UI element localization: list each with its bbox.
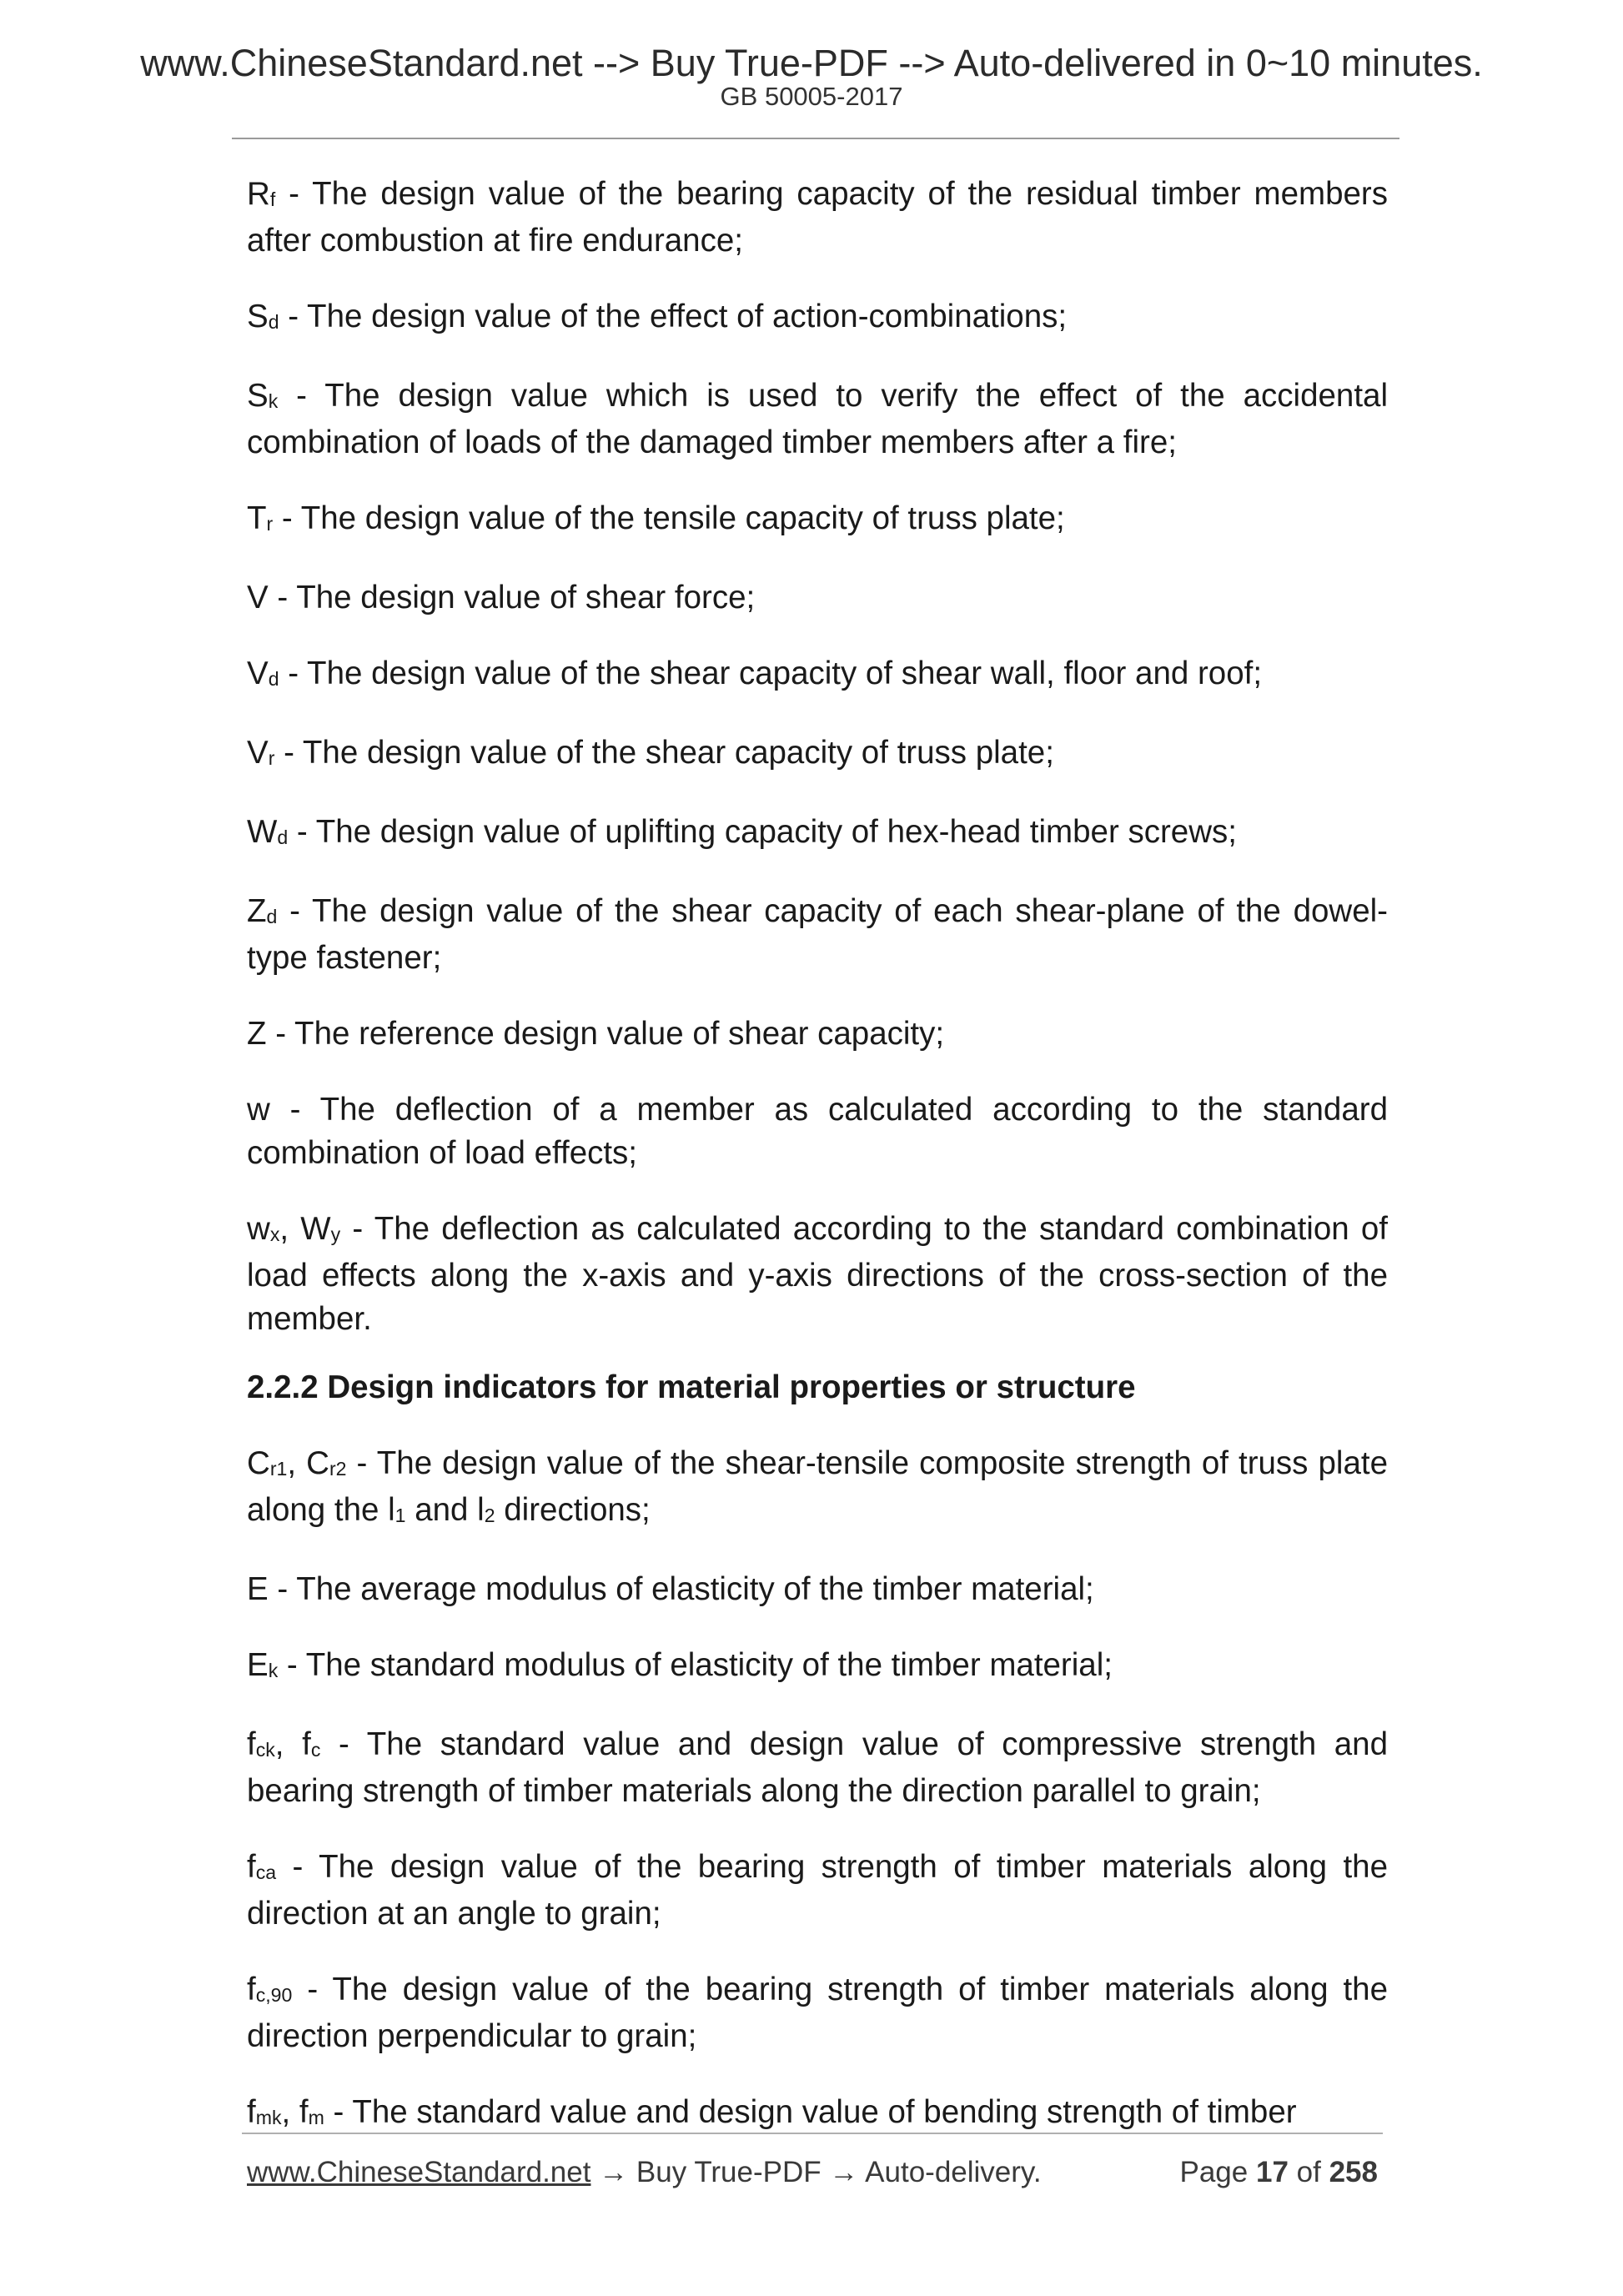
symbol: T (247, 500, 267, 536)
definition-sd (247, 295, 1388, 342)
symbol: w (247, 1211, 270, 1247)
symbol-subscript: k (268, 1660, 279, 1682)
definition-rf (247, 173, 1388, 263)
definition-sk (247, 374, 1388, 465)
definition-text: - The deflection as calculated according to the standard combination of load effects along the x-axis and y-axis directions of the cross-section of the member. (247, 1211, 1388, 1337)
symbol-subscript: f (269, 188, 276, 211)
symbol: f (247, 1726, 256, 1762)
page-number: 17 (1255, 2156, 1289, 2188)
page-total: 258 (1329, 2156, 1378, 2188)
header-banner: www.ChineseStandard.net --> Buy True-PDF --> Auto-delivered in 0~10 minutes. (140, 42, 1483, 84)
symbol: V (247, 656, 269, 691)
definition-text: - The design value of shear force; (268, 580, 756, 615)
page-indicator (1180, 2154, 1379, 2191)
symbol: V (247, 735, 269, 771)
of-label: of (1296, 2156, 1321, 2188)
definition-text: - The deflection of a member as calculated according to the standard combination of load effects; (247, 1092, 1388, 1171)
section-heading: 2.2.2 Design indicators for material properties or structure (247, 1369, 1136, 1405)
symbol-subscript: k (268, 390, 279, 413)
symbol-subscript-2: r2 (329, 1458, 347, 1480)
definition-text: - The standard value and design value of bending strength of timber (324, 2094, 1297, 2130)
direction-subscript-1: 1 (394, 1505, 406, 1527)
definition-text: - The design value of uplifting capacity of hex-head timber screws; (288, 814, 1237, 850)
definition-ek (247, 1644, 1388, 1691)
definition-fc90 (247, 1968, 1388, 2058)
definition-text: - The design value of the shear-tensile composite strength of truss plate along the l (247, 1445, 1388, 1528)
symbol: f (247, 1972, 256, 2007)
definition-text: - The design value of the shear capacity of truss plate; (274, 735, 1054, 771)
definition-wx-wy (247, 1208, 1388, 1341)
definition-text-end: directions; (495, 1492, 651, 1528)
page-footer (247, 2154, 1378, 2191)
symbol-separator: , C (287, 1445, 329, 1481)
symbol-subscript: c,90 (255, 1984, 293, 2007)
definition-text: - The design value of the tensile capacity of truss plate; (273, 500, 1065, 536)
definition-vr (247, 731, 1388, 778)
symbol-subscript-2: c (310, 1739, 321, 1761)
definition-wd (247, 811, 1388, 857)
definition-w (247, 1088, 1388, 1175)
symbol-subscript-2: m (308, 2107, 324, 2129)
symbol-subscript: d (266, 906, 278, 928)
symbol: E (247, 1647, 269, 1683)
symbol: C (247, 1445, 270, 1481)
definition-tr (247, 497, 1388, 544)
symbol-subscript: x (269, 1223, 280, 1246)
definition-text: - The design value which is used to verify the effect of the accidental combination of loads of the damaged timber members after a fire; (247, 378, 1388, 460)
symbol: Z (247, 1016, 267, 1052)
page-label: Page (1179, 2156, 1249, 2188)
direction-subscript-2: 2 (484, 1505, 495, 1527)
footer-site-link[interactable]: www.ChineseStandard.net (247, 2156, 591, 2188)
definition-text: - The design value of the effect of action-combinations; (279, 299, 1068, 334)
symbol: Z (247, 893, 267, 929)
definition-text-middle: and l (405, 1492, 485, 1528)
definition-text: - The design value of the bearing strength of timber materials along the direction at an angle to grain; (247, 1849, 1388, 1932)
symbol-subscript: mk (255, 2107, 282, 2129)
definition-e (247, 1568, 1388, 1611)
definition-text: - The design value of the shear capacity of each shear-plane of the dowel-type fastener; (247, 893, 1388, 976)
symbol: f (247, 2094, 256, 2130)
definition-text: - The average modulus of elasticity of the timber material; (268, 1571, 1094, 1607)
symbol: R (247, 176, 270, 212)
definition-text: - The design value of the bearing strength of timber materials along the direction perpendicular to grain; (247, 1972, 1388, 2054)
symbol: V (247, 580, 269, 615)
definition-cr1-cr2 (247, 1442, 1388, 1535)
symbol-subscript: ck (255, 1739, 275, 1761)
symbol: w (247, 1092, 270, 1128)
footer-divider (242, 2133, 1383, 2134)
symbol: S (247, 299, 269, 334)
symbol: E (247, 1571, 269, 1607)
definition-vd (247, 652, 1388, 699)
symbol: f (247, 1849, 256, 1885)
symbol-separator: , f (281, 2094, 309, 2130)
footer-tagline: → Buy True-PDF → Auto-delivery. (590, 2156, 1042, 2188)
symbol-separator: , f (274, 1726, 311, 1762)
document-code: GB 50005-2017 (720, 82, 903, 111)
definition-text: - The design value of the shear capacity of shear wall, floor and roof; (279, 656, 1263, 691)
symbol-subscript: r (266, 513, 274, 535)
symbol-subscript: d (268, 311, 279, 334)
header-divider (232, 138, 1399, 139)
symbol: S (247, 378, 269, 414)
symbol-separator: , W (279, 1211, 331, 1247)
definition-fck-fc (247, 1723, 1388, 1813)
symbol-subscript-2: y (330, 1223, 341, 1246)
definition-text: - The standard value and design value of compressive strength and bearing strength of timber materials along the direction parallel to grain; (247, 1726, 1388, 1809)
symbol: W (247, 814, 278, 850)
definition-fmk-fm (247, 2091, 1388, 2138)
definition-text: - The standard modulus of elasticity of the timber material; (278, 1647, 1113, 1683)
symbol-subscript: r (268, 747, 275, 770)
definition-text: - The design value of the bearing capacity of the residual timber members after combustion at fire endurance; (247, 176, 1388, 259)
symbol-subscript: r1 (269, 1458, 288, 1480)
symbol-subscript: d (277, 826, 289, 849)
definition-fca (247, 1846, 1388, 1936)
definition-zd (247, 890, 1388, 980)
definition-text: - The reference design value of shear capacity; (266, 1016, 945, 1052)
definition-z (247, 1012, 1388, 1056)
page-content (247, 173, 1388, 2170)
symbol-subscript: d (268, 668, 279, 691)
definition-v (247, 576, 1388, 620)
symbol-subscript: ca (255, 1861, 277, 1884)
